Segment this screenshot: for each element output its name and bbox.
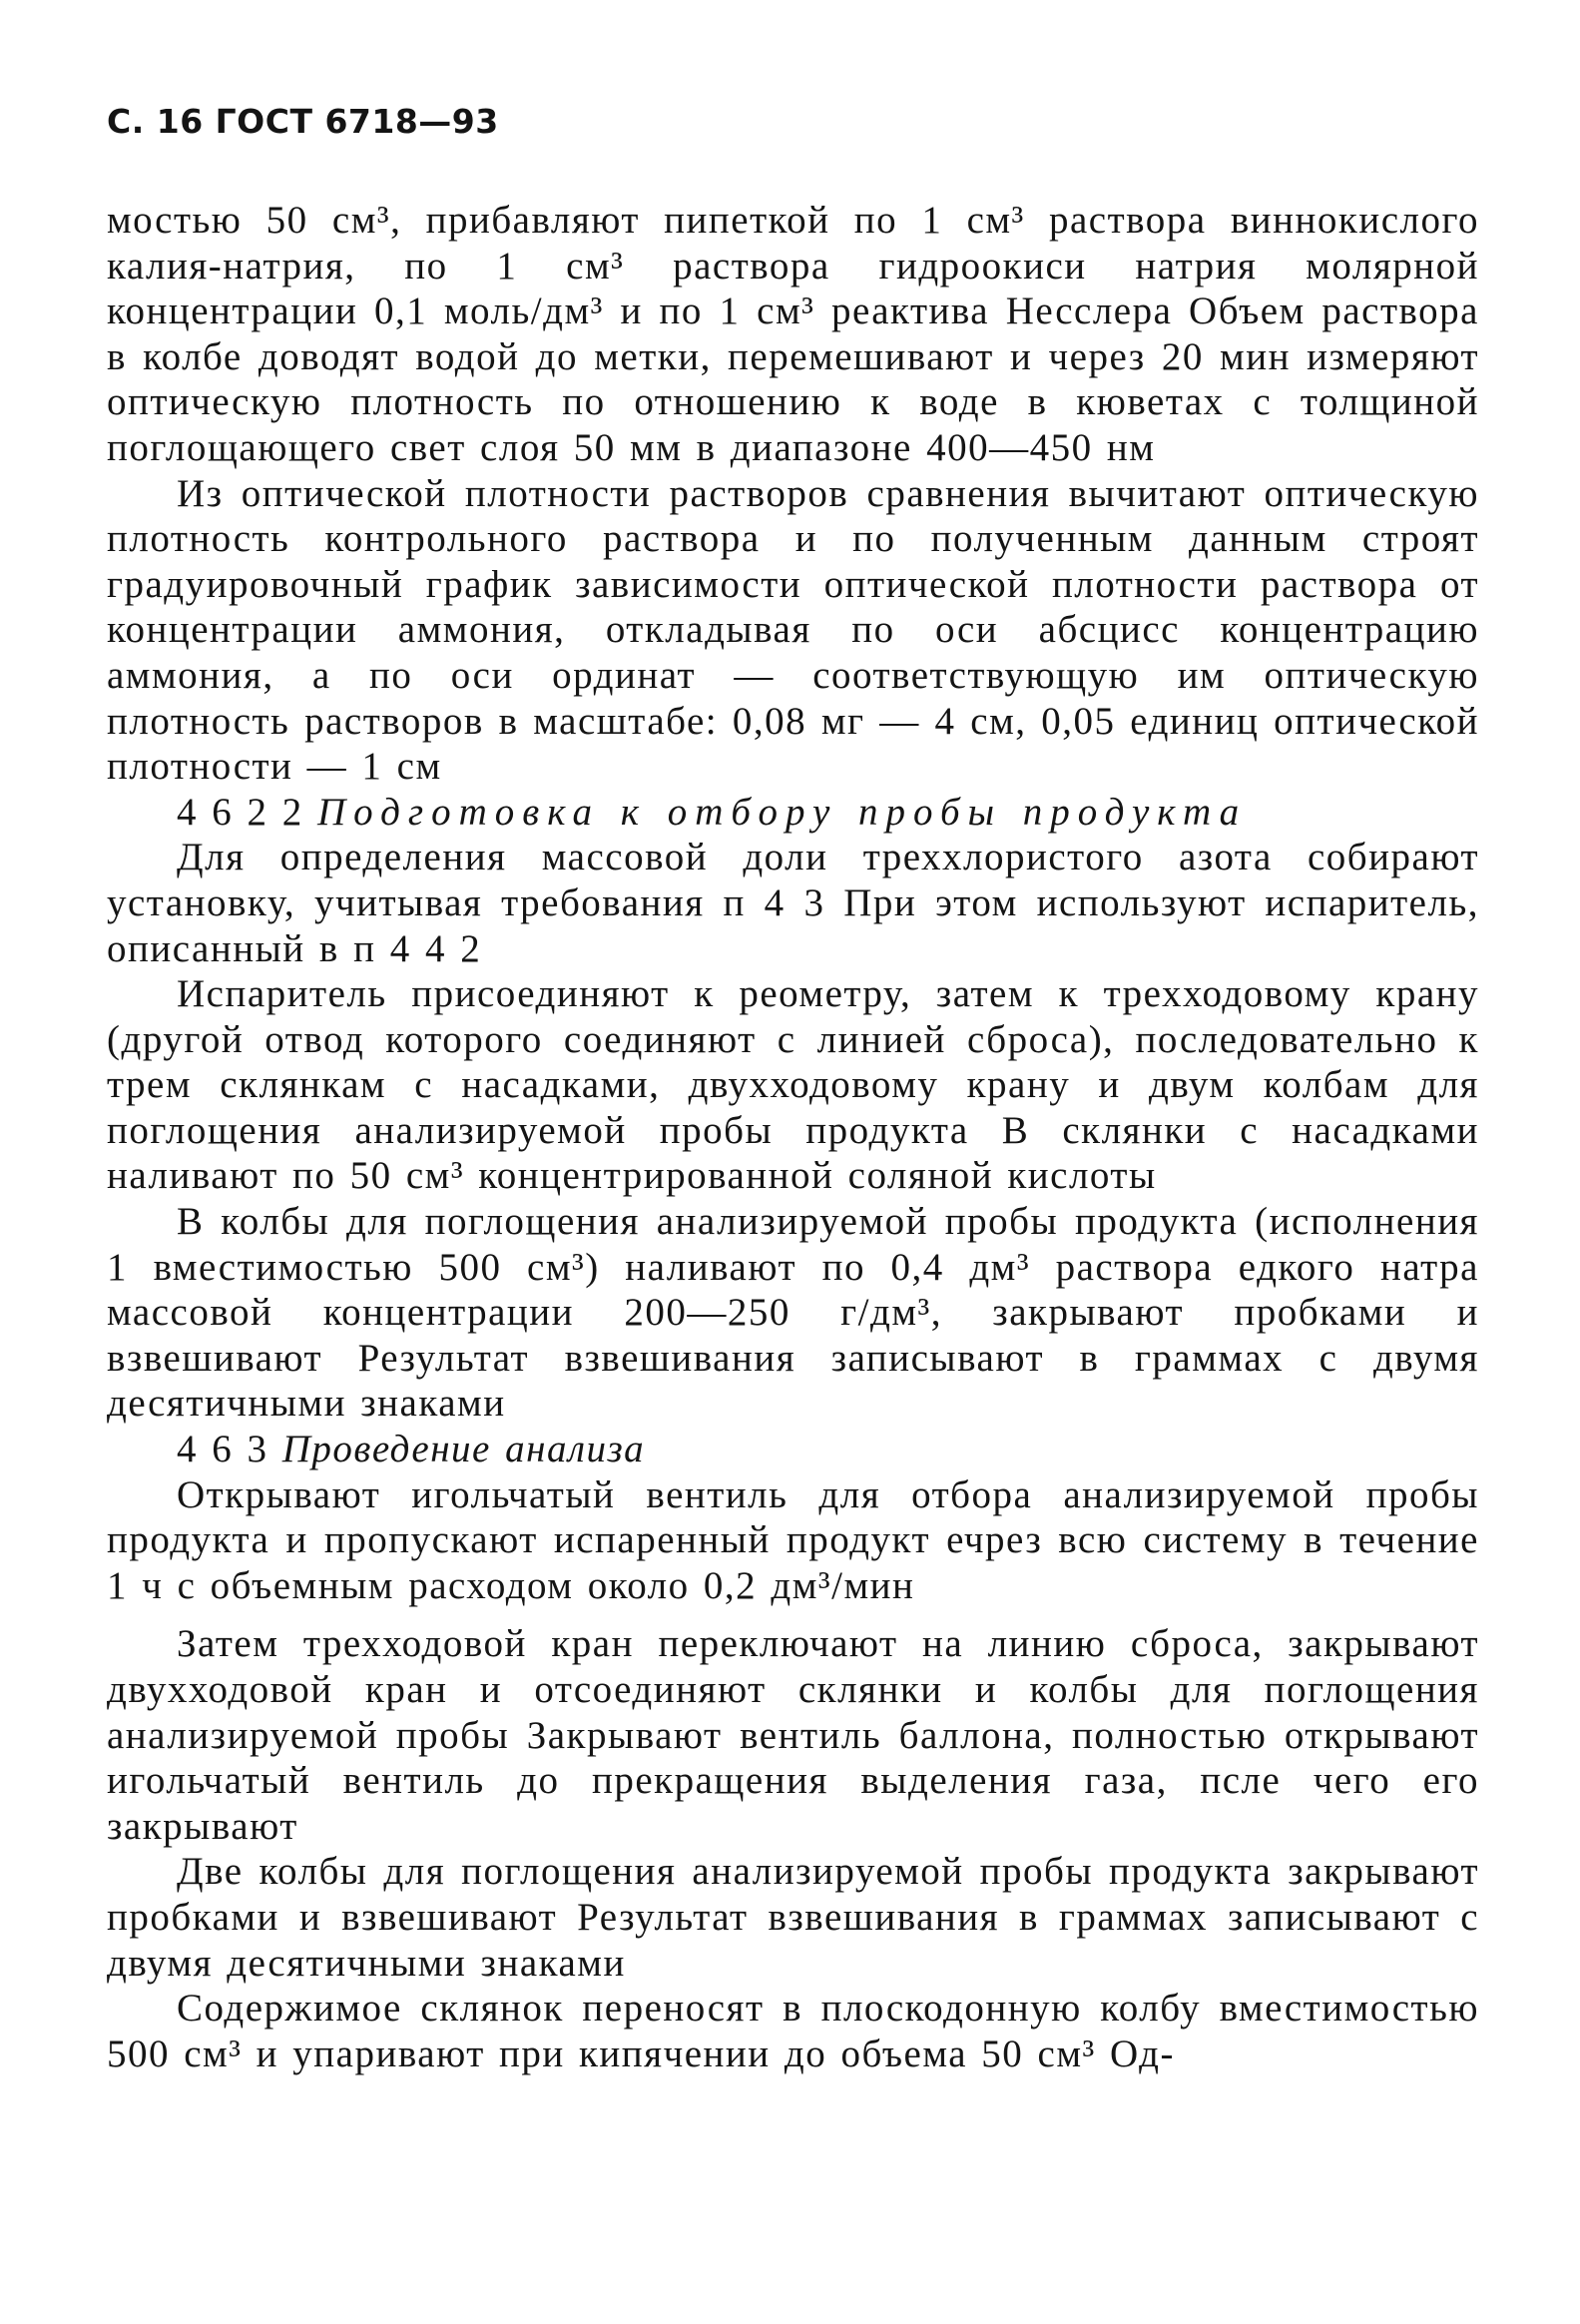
body-text: [107, 198, 1479, 2076]
paragraph: мостью 50 см³, прибавляют пипеткой по 1 см³ раствора виннокислого калия-натрия, по 1 см³ раствора гидроокиси натрия молярной концентрации 0,1 моль/дм³ и по 1 см³ реактива Несслера Объем раствора в колбе доводят водой до метки, перемешивают и через 20 мин измеряют оптическую плотность по отношению к воде в кюветах с толщиной поглощающего свет слоя 50 мм в диапазоне 400—450 нм: [107, 199, 1479, 469]
paragraph: Для определения массовой доли треххлористого азота собирают установку, учитывая требования п 4 3 При этом используют испаритель, описанный в п 4 4 2: [107, 836, 1479, 970]
subsection-title: Подготовка к отбору пробы продукта: [317, 790, 1248, 834]
subsection-heading: [107, 1427, 1479, 1472]
paragraph: Затем трехходовой кран переключают на линию сброса, закрывают двухходовой кран и отсоединяют склянки и колбы для поглощения анализируемой пробы Закрывают вентиль баллона, полностью открывают игольчатый вентиль до прекращения выделения газа, псле чего его закрывают: [107, 1622, 1479, 1848]
paragraph: Из оптической плотности растворов сравнения вычитают оптическую плотность контрольного раствора и по полученным данным строят градуировочный график зависимости оптической плотности раствора от концентрации аммония, откладывая по оси абсцисс концентрацию аммония, а по оси ординат — соответствующую им оптическую плотность растворов в масштабе: 0,08 мг — 4 см, 0,05 единиц оптической плотности — 1 см: [107, 471, 1479, 789]
subsection-heading: [107, 790, 1479, 836]
subsection-number: 4 6 3: [177, 1428, 268, 1471]
paragraph: Открывают игольчатый вентиль для отбора анализируемой пробы продукта и пропускают испаренный продукт ечрез всю систему в течение 1 ч с объемным расходом около 0,2 дм³/мин: [107, 1472, 1479, 1607]
paragraph: Испаритель присоединяют к реометру, затем к трехходовому крану (другой отвод которого соединяют с линией сброса), последовательно к трем склянкам с насадками, двухходовому крану и двум колбам для поглощения анализируемой пробы продукта В склянки с насадками наливают по 50 см³ концентрированной соляной кислоты: [107, 972, 1479, 1198]
paragraph: В колбы для поглощения анализируемой пробы продукта (исполнения 1 вместимостью 500 см³) наливают по 0,4 дм³ раствора едкого натра массовой концентрации 200—250 г/дм³, закрывают пробками и взвешивают Результат взвешивания записывают в граммах с двумя десятичными знаками: [107, 1200, 1479, 1426]
subsection-title: Проведение анализа: [281, 1428, 646, 1471]
running-header: С. 16 ГОСТ 6718—93: [107, 102, 499, 141]
paragraph: Две колбы для поглощения анализируемой пробы продукта закрывают пробками и взвешивают Результат взвешивания в граммах записывают с двумя десятичными знаками: [107, 1850, 1479, 1985]
subsection-number: 4 6 2 2: [177, 790, 303, 834]
paragraph: Содержимое склянок переносят в плоскодонную колбу вместимостью 500 см³ и упаривают при кипячении до объема 50 см³ Од-: [107, 1987, 1479, 2075]
